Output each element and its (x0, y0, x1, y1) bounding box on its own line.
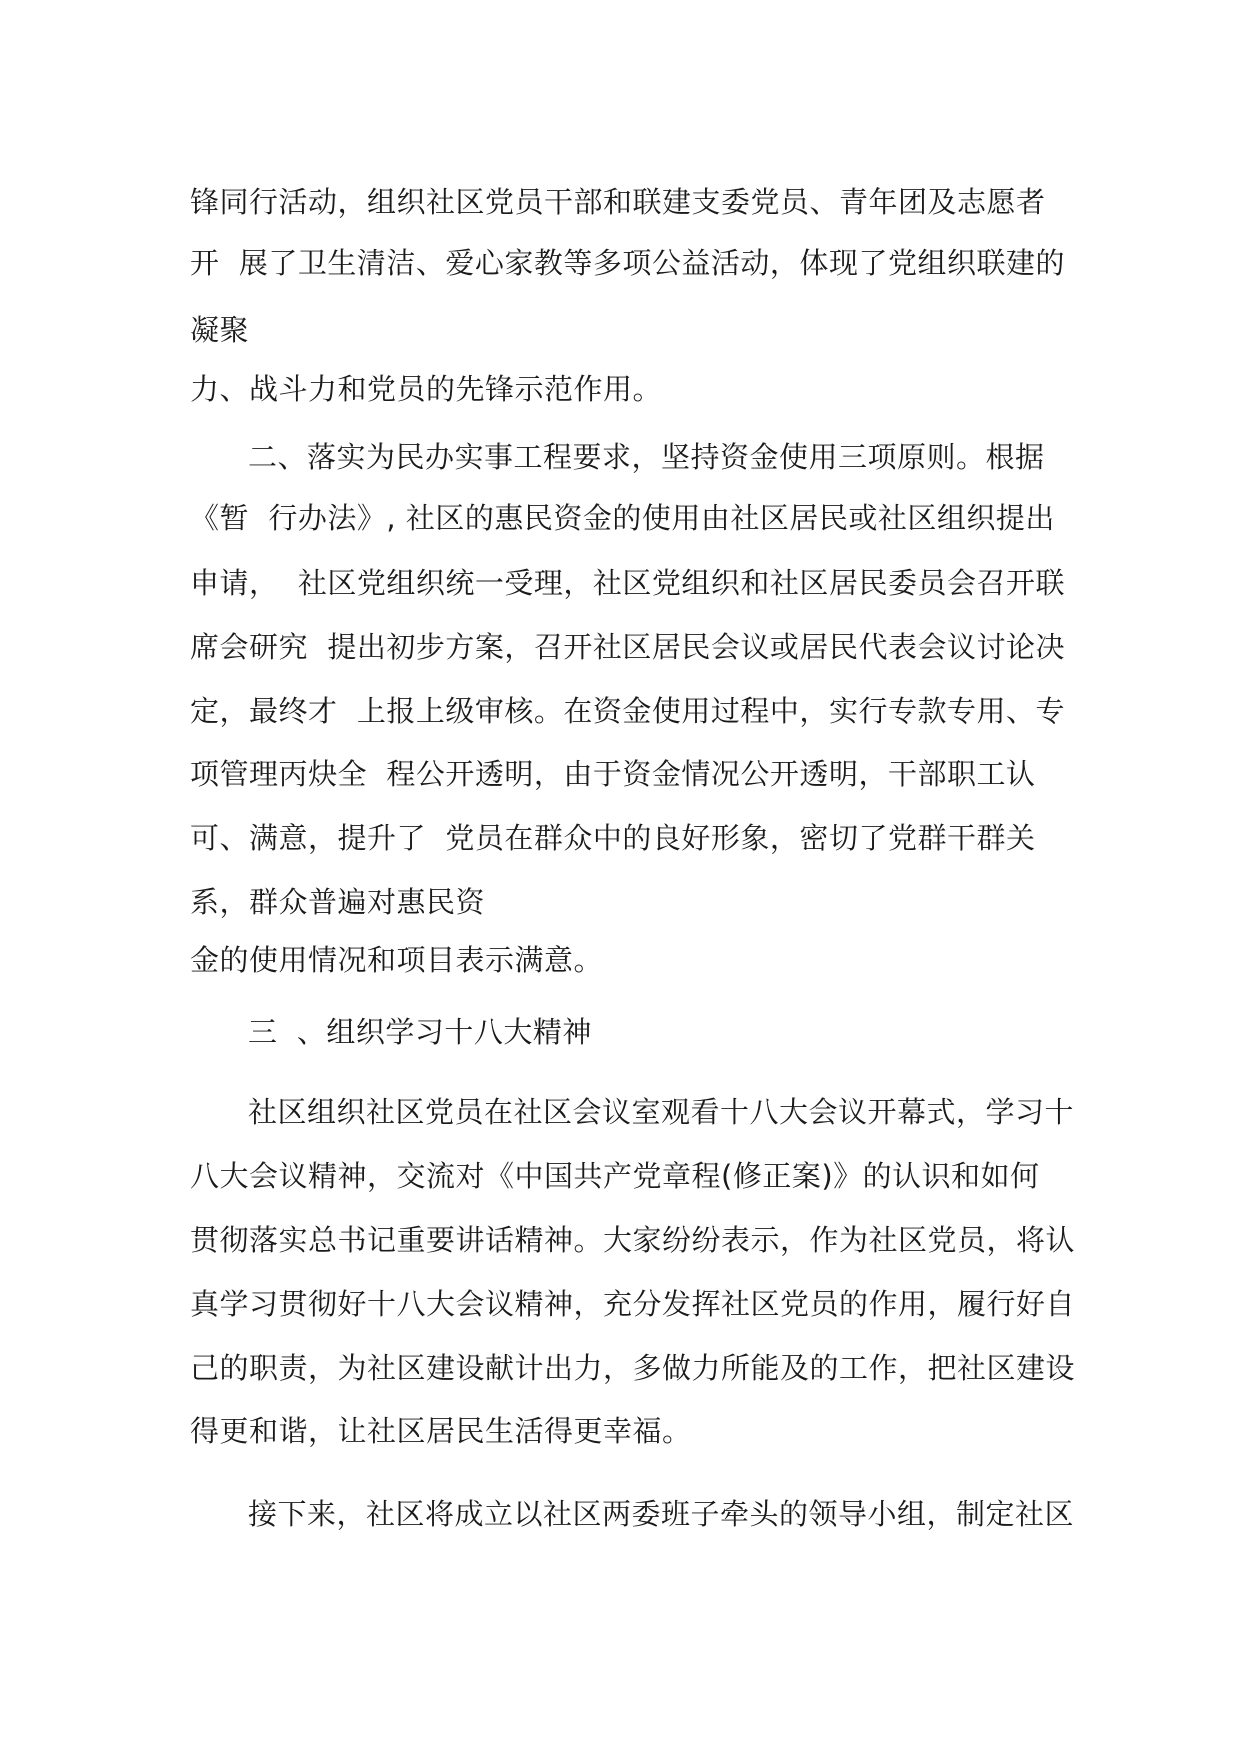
text-line-1: 锋同行活动，组织社区党员干部和联建支委党员、青年团及志愿者 (190, 185, 1046, 219)
paragraph-3-line-1: 社区组织社区党员在社区会议室观看十八大会议开幕式，学习十 (248, 1095, 1075, 1129)
text-line-17: 贯彻落实总书记重要讲话精神。大家纷纷表示，作为社区党员，将认 (190, 1223, 1076, 1257)
text-line-19: 己的职责，为社区建设献计出力，多做力所能及的工作，把社区建设 (190, 1351, 1076, 1385)
paragraph-4-line-1: 接下来，社区将成立以社区两委班子牵头的领导小组，制定社区 (248, 1497, 1075, 1531)
text-line-4: 力、战斗力和党员的先锋示范作用。 (190, 372, 663, 406)
text-line-12: 系，群众普遍对惠民资 (190, 885, 486, 919)
text-line-2: 开 展了卫生清洁、爱心家教等多项公益活动，体现了党组织联建的 (190, 246, 1065, 280)
text-line-13: 金的使用情况和项目表示满意。 (190, 943, 604, 977)
text-line-16: 八大会议精神，交流对《中国共产党章程(修正案)》的认识和如何 (190, 1159, 1040, 1193)
text-line-9: 定，最终才 上报上级审核。在资金使用过程中，实行专款专用、专 (190, 694, 1065, 728)
text-line-18: 真学习贯彻好十八大会议精神，充分发挥社区党员的作用，履行好自 (190, 1287, 1076, 1321)
section-2-heading-line: 二、落实为民办实事工程要求，坚持资金使用三项原则。根据 (248, 440, 1045, 474)
section-3-heading: 三 、组织学习十八大精神 (248, 1015, 592, 1049)
text-line-7: 申请， 社区党组织统一受理，社区党组织和社区居民委员会召开联 (190, 566, 1065, 600)
text-line-20: 得更和谐，让社区居民生活得更幸福。 (190, 1414, 692, 1448)
text-line-6: 《暂 行办法》, 社区的惠民资金的使用由社区居民或社区组织提出 (190, 501, 1055, 535)
text-line-8: 席会研究 提出初步方案，召开社区居民会议或居民代表会议讨论决 (190, 630, 1065, 664)
text-line-11: 可、满意，提升了 党员在群众中的良好形象，密切了党群干群关 (190, 821, 1036, 855)
text-line-3: 凝聚 (190, 313, 250, 347)
text-line-10: 项管理丙炔全 程公开透明，由于资金情况公开透明，干部职工认 (190, 757, 1036, 791)
